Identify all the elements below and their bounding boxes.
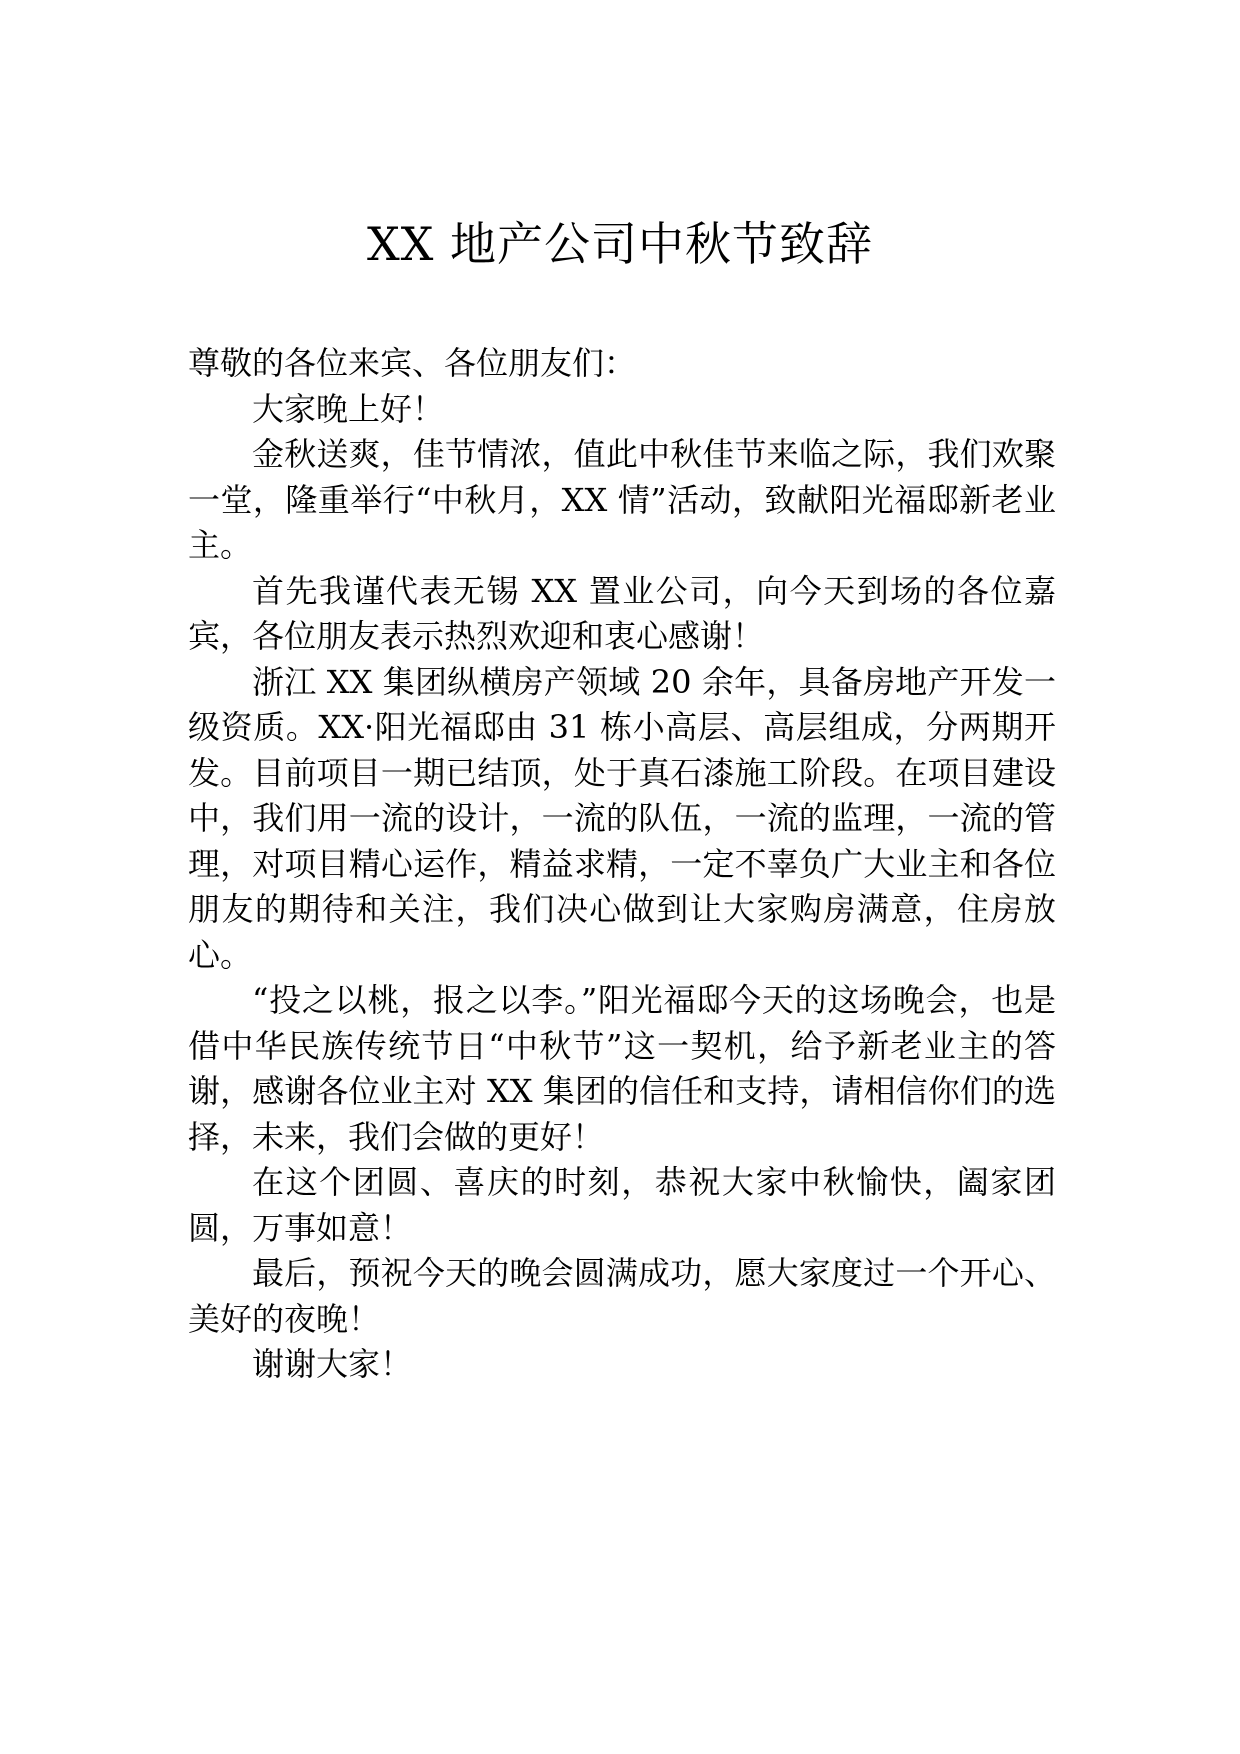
paragraph-thanks: 谢谢大家！	[252, 1345, 413, 1383]
paragraph-company-intro: 浙江 XX 集团纵横房产领域 20 余年，具备房地产开发一级资质。XX·阳光福邸由 31 栋小高层、高层组成，分两期开发。目前项目一期已结顶，处于真石漆施工阶段。在项目建设中，我们用一流的设计，一流的队伍，一流的监理，一流的管理，对项目精心运作，精益求精，一定不辜负广大业主和各位朋友的期待和关注，我们决心做到让大家购房满意，住房放心。	[188, 662, 1056, 974]
paragraph-closing: 最后，预祝今天的晚会圆满成功，愿大家度过一个开心、美好的夜晚！	[188, 1254, 1056, 1338]
paragraph-gratitude: “投之以桃，报之以李。”阳光福邸今天的这场晚会，也是借中华民族传统节日“中秋节”这一契机，给予新老业主的答谢，感谢各位业主对 XX 集团的信任和支持，请相信你们的选择，未来，我们会做的更好！	[188, 981, 1056, 1156]
salutation: 尊敬的各位来宾、各位朋友们：	[188, 344, 637, 382]
paragraph-wishes: 在这个团圆、喜庆的时刻，恭祝大家中秋愉快，阖家团圆，万事如意！	[188, 1163, 1056, 1247]
paragraph-greeting: 大家晚上好！	[252, 389, 445, 428]
document-title: XX 地产公司中秋节致辞	[366, 217, 874, 271]
document-body	[188, 341, 1056, 1388]
paragraph-opening: 金秋送爽，佳节情浓，值此中秋佳节来临之际，我们欢聚一堂，隆重举行“中秋月，XX 情”活动，致献阳光福邸新老业主。	[188, 435, 1056, 564]
paragraph-welcome: 首先我谨代表无锡 XX 置业公司，向今天到场的各位嘉宾，各位朋友表示热烈欢迎和衷心感谢！	[188, 571, 1056, 655]
